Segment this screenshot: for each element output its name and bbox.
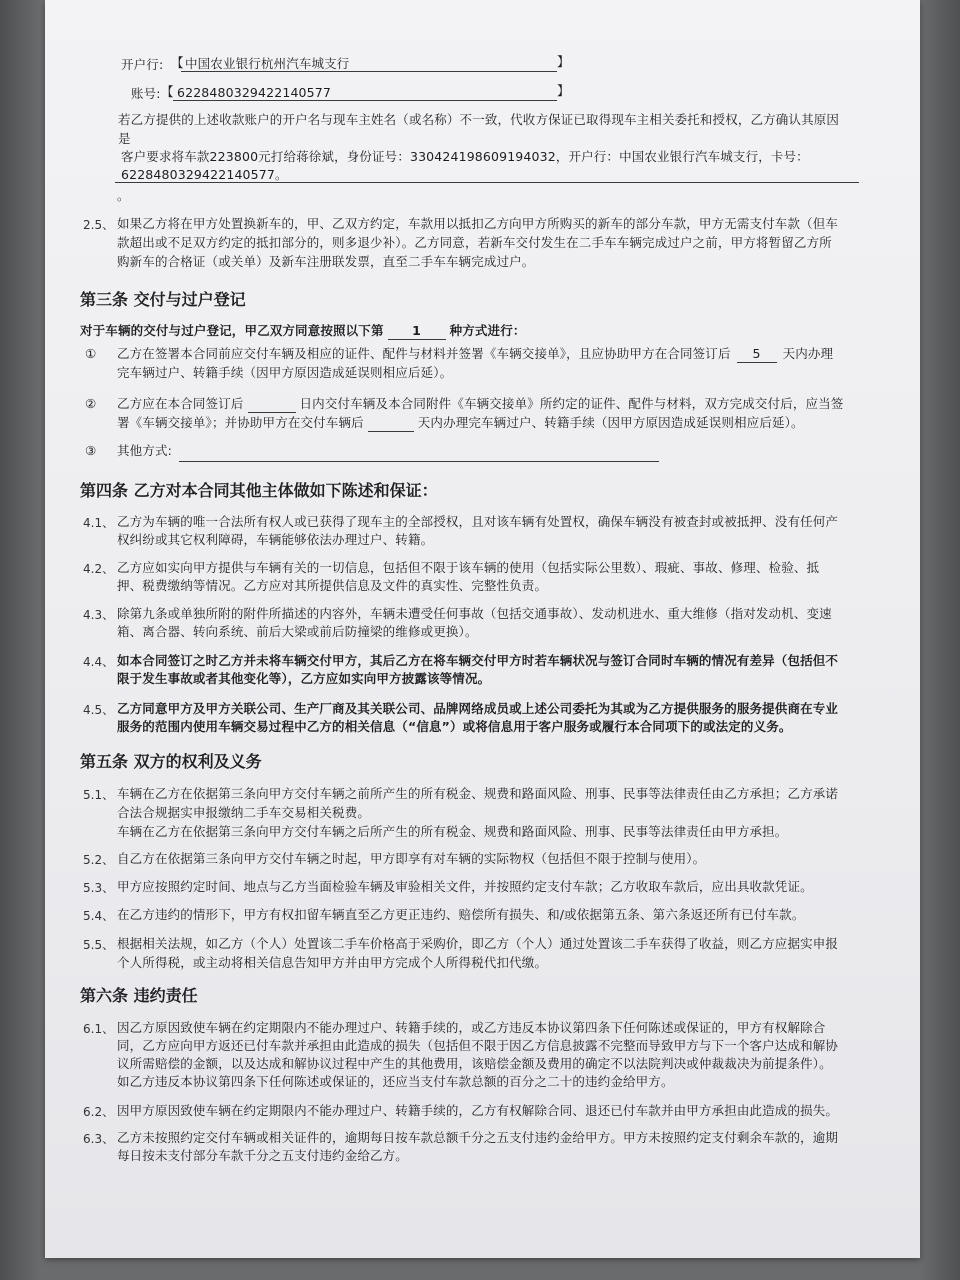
- clause-5-5-line1: 根据相关法规，如乙方（个人）处置该二手车价格高于采购价，即乙方（个人）通过处置该二手车获得了收益，则乙方应据实申报: [117, 936, 839, 951]
- option-1-marker: ①: [85, 346, 97, 361]
- clause-5-1-line1: 车辆在乙方在依据第三条向甲方交付车辆之前所产生的所有税金、规费和路面风险、刑事、民事等法律责任由乙方承担；乙方承诺: [117, 786, 839, 801]
- clause-4-5-line1: 乙方同意甲方及甲方关联公司、生产厂商及其关联公司、品牌网络成员或上述公司委托为其或为乙方提供服务的服务提供商在专业: [117, 701, 839, 716]
- account-value: 6228480329422140577: [177, 85, 331, 100]
- clause-6-2-line1: 因甲方原因致使车辆在约定期限内不能办理过户、转籍手续的，乙方有权解除合同、退还已付车款并由甲方承担由此造成的损失。: [117, 1103, 839, 1118]
- option-2-text-c: 署《车辆交接单》；并协助甲方在交付车辆后: [117, 415, 364, 430]
- clause-4-4-number: 4.4、: [83, 655, 115, 669]
- clause-6-3-line1: 乙方未按照约定交付车辆或相关证件的，逾期每日按车款总额千分之五支付违约金给甲方。甲方未按照约定支付剩余车款的，逾期: [117, 1130, 839, 1145]
- clause-5-2-line1: 自乙方在依据第三条向甲方交付车辆之时起，甲方即享有对车辆的实际物权（包括但不限于控制与使用）。: [117, 851, 706, 866]
- option-1-text-a: 乙方在签署本合同前应交付车辆及相应的证件、配件与材料并签署《车辆交接单》，且应协助甲方在合同签订后: [117, 346, 731, 361]
- bracket-close: 】: [557, 54, 570, 69]
- clause-4-1-line2: 权纠纷或其它权利障碍，车辆能够依法办理过户、转籍。: [117, 532, 434, 547]
- bracket-open-2: 【: [161, 84, 174, 99]
- option-3-label: 其他方式:: [117, 443, 172, 458]
- option-2-line2: [117, 414, 804, 432]
- proxy-reason-underline: [115, 182, 859, 183]
- option-2-text-d: 天内办理完车辆过户、转籍手续（因甲方原因造成延误则相应后延）。: [417, 415, 804, 430]
- clause-4-5-number: 4.5、: [83, 703, 115, 717]
- clause-6-1-number: 6.1、: [83, 1022, 115, 1036]
- clause-6-2-number: 6.2、: [83, 1105, 115, 1119]
- bank-branch-value: 中国农业银行杭州汽车城支行: [185, 56, 350, 71]
- option-2-text-b: 日内交付车辆及本合同附件《车辆交接单》所约定的证件、配件与材料，双方完成交付后，应当签: [299, 396, 844, 411]
- option-3-marker: ③: [85, 443, 97, 458]
- clause-4-3-line2: 箱、离合器、转向系统、前后大梁或前后防撞梁的维修或更换）。: [117, 624, 478, 639]
- clause-5-3-number: 5.3、: [83, 881, 115, 895]
- delivery-method-value: 1: [388, 322, 446, 340]
- section-6-title: 第六条 违约责任: [80, 986, 198, 1005]
- section-3-intro: [80, 322, 526, 340]
- clause-6-1-line1: 因乙方原因致使车辆在约定期限内不能办理过户、转籍手续的，或乙方违反本协议第四条下任何陈述或保证的，甲方有权解除合: [117, 1020, 826, 1035]
- clause-5-4-number: 5.4、: [83, 909, 115, 923]
- section-5-title: 第五条 双方的权利及义务: [80, 752, 262, 771]
- section-4-title: 第四条 乙方对本合同其他主体做如下陈述和保证：: [80, 481, 438, 500]
- intro-text-b: 种方式进行：: [449, 323, 526, 338]
- option-2-days-blank: [248, 395, 296, 413]
- bracket-close-2: 】: [557, 83, 570, 98]
- clause-2-5-line3: 购新车的合格证（或关单）及新车注册联发票，直至二手车车辆完成过户。: [117, 254, 535, 269]
- clause-5-1-number: 5.1、: [83, 788, 115, 802]
- bank-branch-underline: [181, 71, 557, 72]
- clause-5-5-line2: 个人所得税，或主动将相关信息告知甲方并由甲方完成个人所得税代扣代缴。: [117, 955, 548, 970]
- clause-6-1-line4: 如乙方违反本协议第四条下任何陈述或保证的，还应当支付车款总额的百分之二十的违约金给甲方。: [117, 1074, 674, 1089]
- proxy-reason-line1: 客户要求将车款223800元打给蒋徐斌，身份证号：330424198609194032，开户行：中国农业银行汽车城支行，卡号：: [121, 149, 809, 164]
- option-1-line1: [117, 345, 833, 363]
- clause-4-3-number: 4.3、: [83, 608, 115, 622]
- option-3-underline: [179, 461, 659, 462]
- clause-4-1-number: 4.1、: [83, 516, 115, 530]
- clause-4-4-line1: 如本合同签订之时乙方并未将车辆交付甲方，其后乙方在将车辆交付甲方时若车辆状况与签订合同时车辆的情况有差异（包括但不: [117, 653, 839, 668]
- option-1-days: 5: [737, 345, 777, 363]
- bracket-open: 【: [171, 55, 184, 70]
- clause-6-1-line2: 同，乙方应向甲方返还已付车款并承担由此造成的损失（包括但不限于因乙方信息披露不完整而导致甲方与下一个客户达成和解协: [117, 1038, 839, 1053]
- proxy-text-line2: 是: [118, 131, 131, 146]
- clause-6-3-number: 6.3、: [83, 1132, 115, 1146]
- clause-5-3-line1: 甲方应按照约定时间、地点与乙方当面检验车辆及审验相关文件，并按照约定支付车款；乙方收取车款后，应出具收款凭证。: [117, 879, 813, 894]
- clause-5-1-line3: 车辆在乙方在依据第三条向甲方交付车辆之后所产生的所有税金、规费和路面风险、刑事、民事等法律责任由甲方承担。: [117, 824, 788, 839]
- clause-2-5-line2: 款超出或不足双方约定的抵扣部分的，则多退少补）。乙方同意，若新车交付发生在二手车车辆完成过户之前，甲方将暂留乙方所: [117, 235, 832, 250]
- clause-5-5-number: 5.5、: [83, 938, 115, 952]
- option-1-line2: 完车辆过户、转籍手续（因甲方原因造成延误则相应后延）。: [117, 365, 453, 380]
- clause-2-5-number: 2.5、: [83, 218, 115, 232]
- proxy-text-line1: 若乙方提供的上述收款账户的开户名与现车主姓名（或名称）不一致，代收方保证已取得现车主相关委托和授权，乙方确认其原因: [118, 112, 840, 127]
- clause-4-2-line2: 押、税费缴纳等情况。乙方应对其所提供信息及文件的真实性、完整性负责。: [117, 578, 548, 593]
- account-label: 账号:: [131, 86, 161, 101]
- clause-4-2-line1: 乙方应如实向甲方提供与车辆有关的一切信息，包括但不限于该车辆的使用（包括实际公里数）、瑕疵、事故、修理、检验、抵: [117, 560, 820, 575]
- intro-text-a: 对于车辆的交付与过户登记，甲乙双方同意按照以下第: [80, 323, 384, 338]
- account-underline: [173, 100, 557, 101]
- bank-branch-label: 开户行:: [121, 57, 164, 72]
- clause-6-1-line3: 议所需赔偿的金额，以及达成和解协议过程中产生的其他费用，该赔偿金额及费用的确定不以法院判决或仲裁裁决为前提条件）。: [117, 1056, 832, 1071]
- clause-4-4-line2: 限于发生事故或者其他变化等），乙方应如实向甲方披露该等情况。: [117, 671, 491, 686]
- option-2-marker: ②: [85, 396, 97, 411]
- clause-6-3-line2: 每日按未支付部分车款千分之五支付违约金给乙方。: [117, 1148, 408, 1163]
- clause-5-1-line2: 合法合规据实申报缴纳二手车交易相关税费。: [117, 805, 371, 820]
- clause-2-5-line1: 如果乙方将在甲方处置换新车的，甲、乙双方约定，车款用以抵扣乙方向甲方所购买的新车的部分车款，甲方无需支付车款（但车: [117, 216, 839, 231]
- option-2-text-a: 乙方应在本合同签订后: [117, 396, 244, 411]
- clause-5-2-number: 5.2、: [83, 853, 115, 867]
- option-2-line1: [117, 395, 843, 413]
- clause-5-4-line1: 在乙方违约的情形下，甲方有权扣留车辆直至乙方更正违约、赔偿所有损失、和/或依据第五条、第六条返还所有已付车款。: [117, 907, 805, 922]
- proxy-reason-line2: 6228480329422140577。: [121, 167, 288, 182]
- clause-4-3-line1: 除第九条或单独所附的附件所描述的内容外，车辆未遭受任何事故（包括交通事故）、发动机进水、重大维修（指对发动机、变速: [117, 606, 832, 621]
- option-2-transfer-days-blank: [368, 414, 414, 432]
- clause-4-5-line2: 服务的范围内使用车辆交易过程中乙方的相关信息（“信息”）或将信息用于客户服务或履行本合同项下的或法定的义务。: [117, 719, 792, 734]
- clause-4-1-line1: 乙方为车辆的唯一合法所有权人或已获得了现车主的全部授权，且对该车辆有处置权，确保车辆没有被查封或被抵押、没有任何产: [117, 514, 839, 529]
- contract-page: [45, 0, 920, 1258]
- proxy-period: 。: [117, 188, 130, 203]
- option-1-text-b: 天内办理: [782, 346, 834, 361]
- clause-4-2-number: 4.2、: [83, 562, 115, 576]
- section-3-title: 第三条 交付与过户登记: [80, 290, 246, 309]
